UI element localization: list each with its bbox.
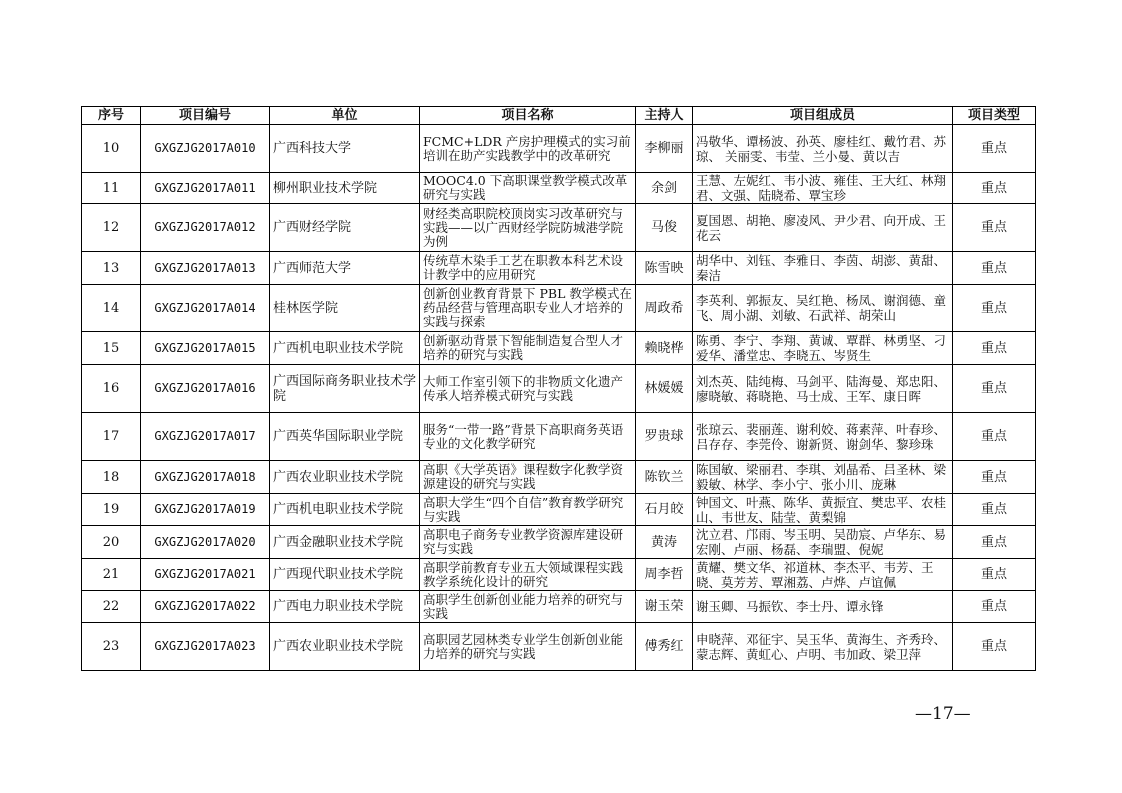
cell-members: 胡华中、刘钰、李雅日、李茵、胡澎、黄甜、秦洁: [693, 252, 953, 285]
cell-unit: 广西现代职业技术学院: [270, 559, 420, 591]
cell-index: 14: [82, 285, 141, 332]
header-project-name: 项目名称: [420, 107, 636, 125]
cell-leader: 马俊: [636, 204, 693, 252]
cell-members: 王慧、左妮红、韦小波、雍佳、王大红、林翔君、文强、陆晓希、覃宝珍: [693, 173, 953, 204]
cell-index: 20: [82, 526, 141, 559]
cell-index: 23: [82, 623, 141, 671]
table-row: [82, 461, 1036, 494]
cell-project-name: 高职学生创新创业能力培养的研究与实践: [420, 591, 636, 623]
cell-index: 15: [82, 332, 141, 365]
cell-members: 黄耀、樊文华、祁道林、李杰平、韦芳、王晓、莫芳芳、覃湘荔、卢烨、卢谊佩: [693, 559, 953, 591]
cell-unit: 广西科技大学: [270, 125, 420, 173]
cell-type: 重点: [953, 173, 1036, 204]
cell-index: 18: [82, 461, 141, 494]
cell-leader: 罗贵球: [636, 413, 693, 461]
cell-unit: 广西农业职业技术学院: [270, 461, 420, 494]
cell-leader: 周李哲: [636, 559, 693, 591]
cell-project-name: 高职《大学英语》课程数字化教学资源建设的研究与实践: [420, 461, 636, 494]
cell-type: 重点: [953, 252, 1036, 285]
cell-project-name: 服务“一带一路”背景下高职商务英语专业的文化教学研究: [420, 413, 636, 461]
cell-leader: 余剑: [636, 173, 693, 204]
table-row: [82, 125, 1036, 173]
header-row: [82, 107, 1036, 125]
table-row: [82, 173, 1036, 204]
cell-project-code: GXGZJG2017A010: [141, 125, 270, 173]
cell-project-name: 高职电子商务专业教学资源库建设研究与实践: [420, 526, 636, 559]
table-row: [82, 526, 1036, 559]
cell-project-code: GXGZJG2017A011: [141, 173, 270, 204]
cell-project-name: 创新驱动背景下智能制造复合型人才培养的研究与实践: [420, 332, 636, 365]
cell-project-code: GXGZJG2017A013: [141, 252, 270, 285]
cell-unit: 广西农业职业技术学院: [270, 623, 420, 671]
cell-members: 谢玉卿、马振钦、李士丹、谭永锋: [693, 591, 953, 623]
header-project-code: 项目编号: [141, 107, 270, 125]
header-members: 项目组成员: [693, 107, 953, 125]
cell-type: 重点: [953, 591, 1036, 623]
cell-project-code: GXGZJG2017A018: [141, 461, 270, 494]
cell-type: 重点: [953, 204, 1036, 252]
cell-leader: 李柳丽: [636, 125, 693, 173]
cell-leader: 赖晓桦: [636, 332, 693, 365]
cell-unit: 广西电力职业技术学院: [270, 591, 420, 623]
header-unit: 单位: [270, 107, 420, 125]
project-table: [81, 106, 1036, 671]
cell-leader: 谢玉荣: [636, 591, 693, 623]
table-row: [82, 413, 1036, 461]
header-type: 项目类型: [953, 107, 1036, 125]
cell-leader: 石月皎: [636, 494, 693, 526]
cell-index: 11: [82, 173, 141, 204]
cell-leader: 周政希: [636, 285, 693, 332]
cell-index: 10: [82, 125, 141, 173]
cell-project-code: GXGZJG2017A015: [141, 332, 270, 365]
cell-project-name: 传统草木染手工艺在职教本科艺术设计教学中的应用研究: [420, 252, 636, 285]
cell-project-code: GXGZJG2017A021: [141, 559, 270, 591]
cell-leader: 陈雪映: [636, 252, 693, 285]
table-row: [82, 591, 1036, 623]
cell-index: 22: [82, 591, 141, 623]
cell-unit: 广西财经学院: [270, 204, 420, 252]
cell-leader: 陈钦兰: [636, 461, 693, 494]
cell-type: 重点: [953, 285, 1036, 332]
table-row: [82, 204, 1036, 252]
cell-index: 16: [82, 365, 141, 413]
cell-unit: 广西机电职业技术学院: [270, 494, 420, 526]
cell-project-code: GXGZJG2017A023: [141, 623, 270, 671]
cell-members: 钟国文、叶燕、陈华、黄振宜、樊忠平、农桂山、韦世友、陆莹、黄梨锦: [693, 494, 953, 526]
cell-index: 17: [82, 413, 141, 461]
cell-unit: 广西金融职业技术学院: [270, 526, 420, 559]
cell-members: 李英利、郭振友、吴红艳、杨凤、谢润德、童飞、周小湖、刘敏、石武祥、胡荣山: [693, 285, 953, 332]
cell-project-name: 高职大学生“四个自信”教育教学研究与实践: [420, 494, 636, 526]
cell-unit: 广西国际商务职业技术学院: [270, 365, 420, 413]
cell-project-code: GXGZJG2017A014: [141, 285, 270, 332]
cell-type: 重点: [953, 494, 1036, 526]
cell-members: 冯敬华、谭杨波、孙英、廖桂红、戴竹君、苏琼、 关丽雯、韦莹、兰小曼、黄以吉: [693, 125, 953, 173]
table-row: [82, 559, 1036, 591]
header-index: 序号: [82, 107, 141, 125]
cell-type: 重点: [953, 526, 1036, 559]
page-number: —17—: [915, 704, 971, 724]
cell-leader: 黄涛: [636, 526, 693, 559]
cell-project-code: GXGZJG2017A016: [141, 365, 270, 413]
cell-leader: 傅秀红: [636, 623, 693, 671]
cell-index: 21: [82, 559, 141, 591]
table-row: [82, 285, 1036, 332]
table-row: [82, 494, 1036, 526]
table-row: [82, 332, 1036, 365]
cell-type: 重点: [953, 461, 1036, 494]
cell-index: 19: [82, 494, 141, 526]
table-row: [82, 252, 1036, 285]
cell-project-code: GXGZJG2017A019: [141, 494, 270, 526]
cell-project-code: GXGZJG2017A012: [141, 204, 270, 252]
cell-project-name: 财经类高职院校顶岗实习改革研究与实践——以广西财经学院防城港学院为例: [420, 204, 636, 252]
cell-project-name: 大师工作室引领下的非物质文化遗产传承人培养模式研究与实践: [420, 365, 636, 413]
cell-index: 13: [82, 252, 141, 285]
cell-members: 夏国恩、胡艳、廖凌风、尹少君、向开成、王花云: [693, 204, 953, 252]
cell-index: 12: [82, 204, 141, 252]
cell-leader: 林媛媛: [636, 365, 693, 413]
cell-unit: 柳州职业技术学院: [270, 173, 420, 204]
table-row: [82, 365, 1036, 413]
cell-members: 张琼云、裴丽莲、谢利姣、蒋素萍、叶春珍、吕存存、李莞伶、谢新贤、谢剑华、黎珍珠: [693, 413, 953, 461]
cell-project-name: 高职园艺园林类专业学生创新创业能力培养的研究与实践: [420, 623, 636, 671]
cell-members: 陈勇、李宁、李翔、黄诚、覃群、林勇坚、刁爱华、潘堂忠、李晓五、岑贤生: [693, 332, 953, 365]
cell-project-name: 创新创业教育背景下 PBL 教学模式在药品经营与管理高职专业人才培养的实践与探索: [420, 285, 636, 332]
cell-project-code: GXGZJG2017A020: [141, 526, 270, 559]
cell-unit: 桂林医学院: [270, 285, 420, 332]
cell-type: 重点: [953, 332, 1036, 365]
cell-type: 重点: [953, 125, 1036, 173]
cell-members: 沈立君、邝雨、岑玉明、吴劭宸、卢华东、易宏刚、卢丽、杨磊、李瑞盟、倪妮: [693, 526, 953, 559]
cell-type: 重点: [953, 365, 1036, 413]
cell-members: 陈国敏、梁丽君、李琪、刘晶希、吕圣林、梁毅敏、林学、李小宁、张小川、庞琳: [693, 461, 953, 494]
cell-unit: 广西机电职业技术学院: [270, 332, 420, 365]
cell-type: 重点: [953, 623, 1036, 671]
header-leader: 主持人: [636, 107, 693, 125]
cell-project-name: 高职学前教育专业五大领域课程实践教学系统化设计的研究: [420, 559, 636, 591]
cell-unit: 广西英华国际职业学院: [270, 413, 420, 461]
cell-project-name: FCMC+LDR 产房护理模式的实习前培训在助产实践教学中的改革研究: [420, 125, 636, 173]
table-row: [82, 623, 1036, 671]
cell-unit: 广西师范大学: [270, 252, 420, 285]
cell-type: 重点: [953, 413, 1036, 461]
cell-members: 刘杰英、陆纯梅、马剑平、陆海曼、郑忠阳、廖晓敏、蒋晓艳、马士成、王军、康日晖: [693, 365, 953, 413]
cell-project-code: GXGZJG2017A022: [141, 591, 270, 623]
cell-members: 申晓萍、邓征宇、吴玉华、黄海生、齐秀玲、蒙志辉、黄虹心、卢明、韦加政、梁卫萍: [693, 623, 953, 671]
cell-project-code: GXGZJG2017A017: [141, 413, 270, 461]
cell-type: 重点: [953, 559, 1036, 591]
cell-project-name: MOOC4.0 下高职课堂教学模式改革研究与实践: [420, 173, 636, 204]
